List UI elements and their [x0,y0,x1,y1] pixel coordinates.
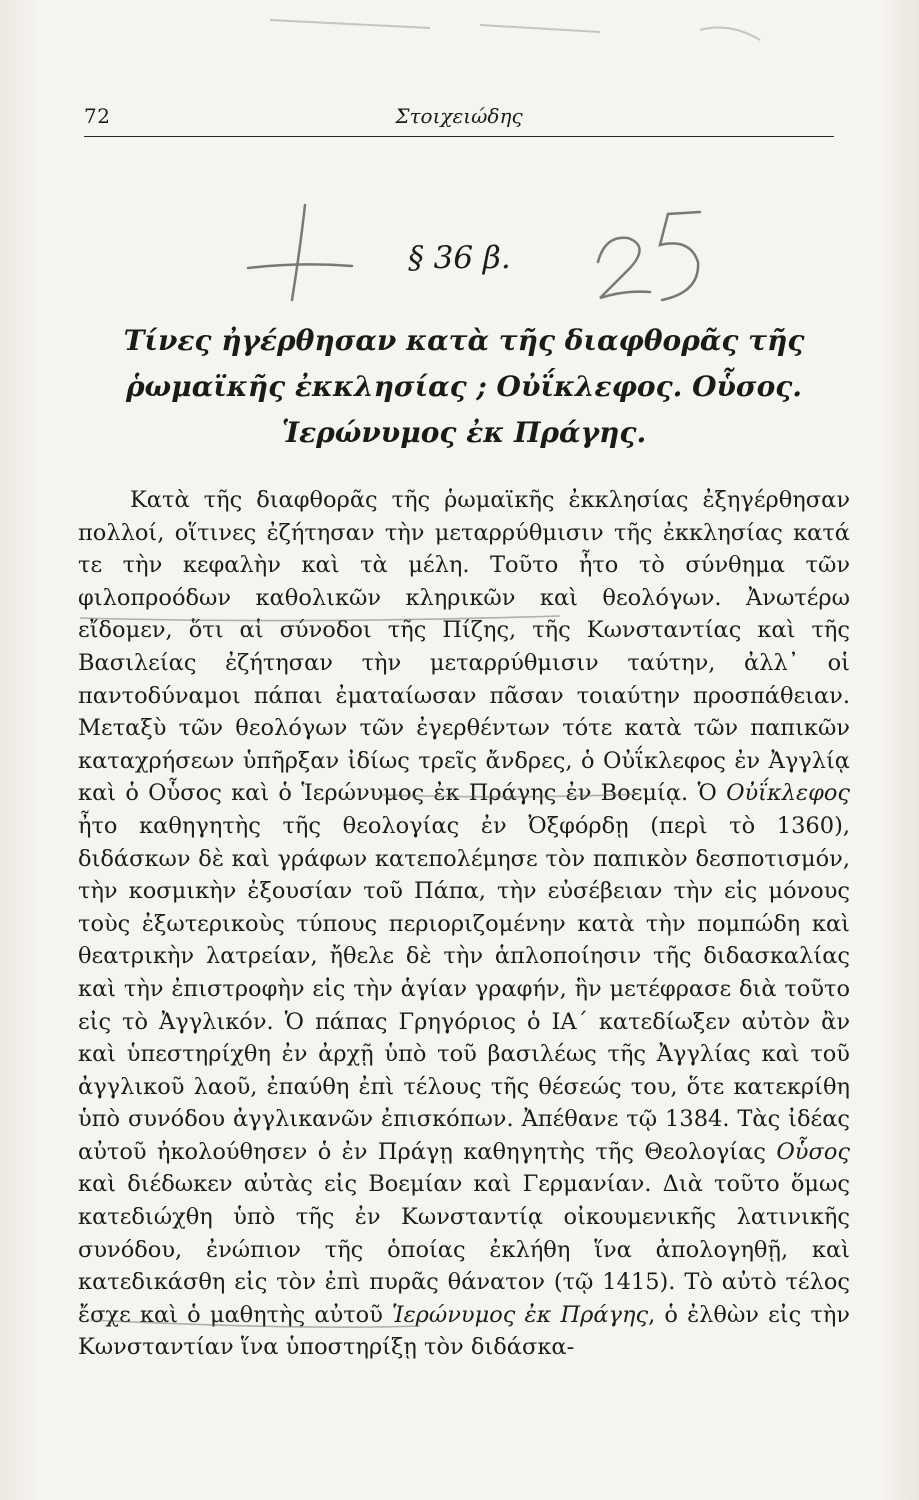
section-number: § 36 β. [408,240,511,276]
page-number: 72 [84,104,111,128]
body-part-4: , ὁ ἐλθὼν εἰς τὴν Κωνσταντίαν ἵνα ὑποστηρίξῃ τὸν διδάσκα- [78,1301,850,1361]
top-pencil-strokes-icon [270,20,760,40]
body-part-1: Κατὰ τῆς διαφθορᾶς τῆς ῥωμαϊκῆς ἐκκλησίας ἐξηγέρθησαν πολλοί, οἵτινες ἐζήτησαν τὴν μεταρρύθμισιν τῆς ἐκκλησίας κατά τε τὴν κεφαλὴν καὶ τὰ μέλη. Τοῦτο ἦτο τὸ σύνθημα τῶν φιλοπροόδων καθολικῶν κληρικῶν καὶ θεολόγων. Ἀνωτέρω εἴδομεν, ὅτι αἱ σύνοδοι τῆς Πίζης, τῆς Κωνσταντίας καὶ τῆς Βασιλείας ἐζήτησαν τὴν μεταρρύθμισιν ταύτην, ἀλλ᾽ οἱ παντοδύναμοι πάπαι ἐματαίωσαν πᾶσαν τοιαύτην προσπάθειαν. Μεταξὺ τῶν θεολόγων τῶν ἐγερθέντων τότε κατὰ τῶν παπικῶν καταχρήσεων ὑπῆρξαν ἰδίως τρεῖς ἄνδρες, ὁ Οὐΐκλεφος ἐν Ἀγγλίᾳ καὶ ὁ Οὗσος καὶ ὁ Ἱερώνυμος ἐκ Πράγης ἐν Βοεμίᾳ. Ὁ [78,487,850,807]
name-wycliffe: Οὐΐκλεφος [726,780,850,807]
header-rule [84,136,834,137]
section-heading: Τίνες ἠγέρθησαν κατὰ τῆς διαφθορᾶς τῆς ῥωμαϊκῆς ἐκκλησίας ; Οὐΐκλεφος. Οὗσος. Ἱερώνυμος ἐκ Πράγης. [123,324,805,449]
name-hus: Οὗσος [776,1138,850,1165]
name-jerome: Ἱερώνυμος ἐκ Πράγης [392,1301,649,1328]
page-header [84,98,834,138]
body-part-2: ἦτο καθηγητὴς τῆς θεολογίας ἐν Ὀξφόρδῃ (περὶ τὸ 1360), διδάσκων δὲ καὶ γράφων κατεπολέμησε τὸν παπικὸν δεσποτισμόν, τὴν κοσμικὴν ἐξουσίαν τοῦ Πάπα, τὴν εὐσέβειαν τὴν εἰς μόνους τοὺς ἐξωτερικοὺς τύπους περιοριζομένην κατὰ τὴν πομπώδη καὶ θεατρικὴν λατρείαν, ἤθελε δὲ τὴν ἁπλοποίησιν τῆς διδασκαλίας καὶ τὴν ἐπιστροφὴν εἰς τὴν ἁγίαν γραφήν, ἣν μετέφρασε διὰ τοῦτο εἰς τὸ Ἀγγλικόν. Ὁ πάπας Γρηγόριος ὁ ΙΑ´ κατεδίωξεν αὐτὸν ἂν καὶ ὑπεστηρίχθη ἐν ἀρχῇ ὑπὸ τοῦ βασιλέως τῆς Ἀγγλίας καὶ τοῦ ἀγγλικοῦ λαοῦ, ἐπαύθη ἐπὶ τέλους τῆς θέσεώς του, ὅτε κατεκρίθη ὑπὸ συνόδου ἀγγλικανῶν ἐπισκόπων. Ἀπέθανε τῷ 1384. Τὰς ἰδέας αὐτοῦ ἠκολούθησεν ὁ ἐν Πράγῃ καθηγητὴς τῆς Θεολογίας [78,812,850,1165]
body-text [78,484,850,1364]
body-part-3: καὶ διέδωκεν αὐτὰς εἰς Βοεμίαν καὶ Γερμανίαν. Διὰ τοῦτο ὅμως κατεδιώχθη ὑπὸ τῆς ἐν Κωνσταντίᾳ οἰκουμενικῆς λατινικῆς συνόδου, ἐνώπιον τῆς ὁποίας ἐκλήθη ἵνα ἀπολογηθῇ, καὶ κατεδικάσθη εἰς τὸν ἐπὶ πυρᾶς θάνατον (τῷ 1415). Τὸ αὐτὸ τέλος ἔσχε καὶ ὁ μαθητὴς αὐτοῦ [78,1171,850,1328]
running-title: Στοιχειώδης [395,104,523,128]
handwritten-number-text: 25 [630,470,632,471]
